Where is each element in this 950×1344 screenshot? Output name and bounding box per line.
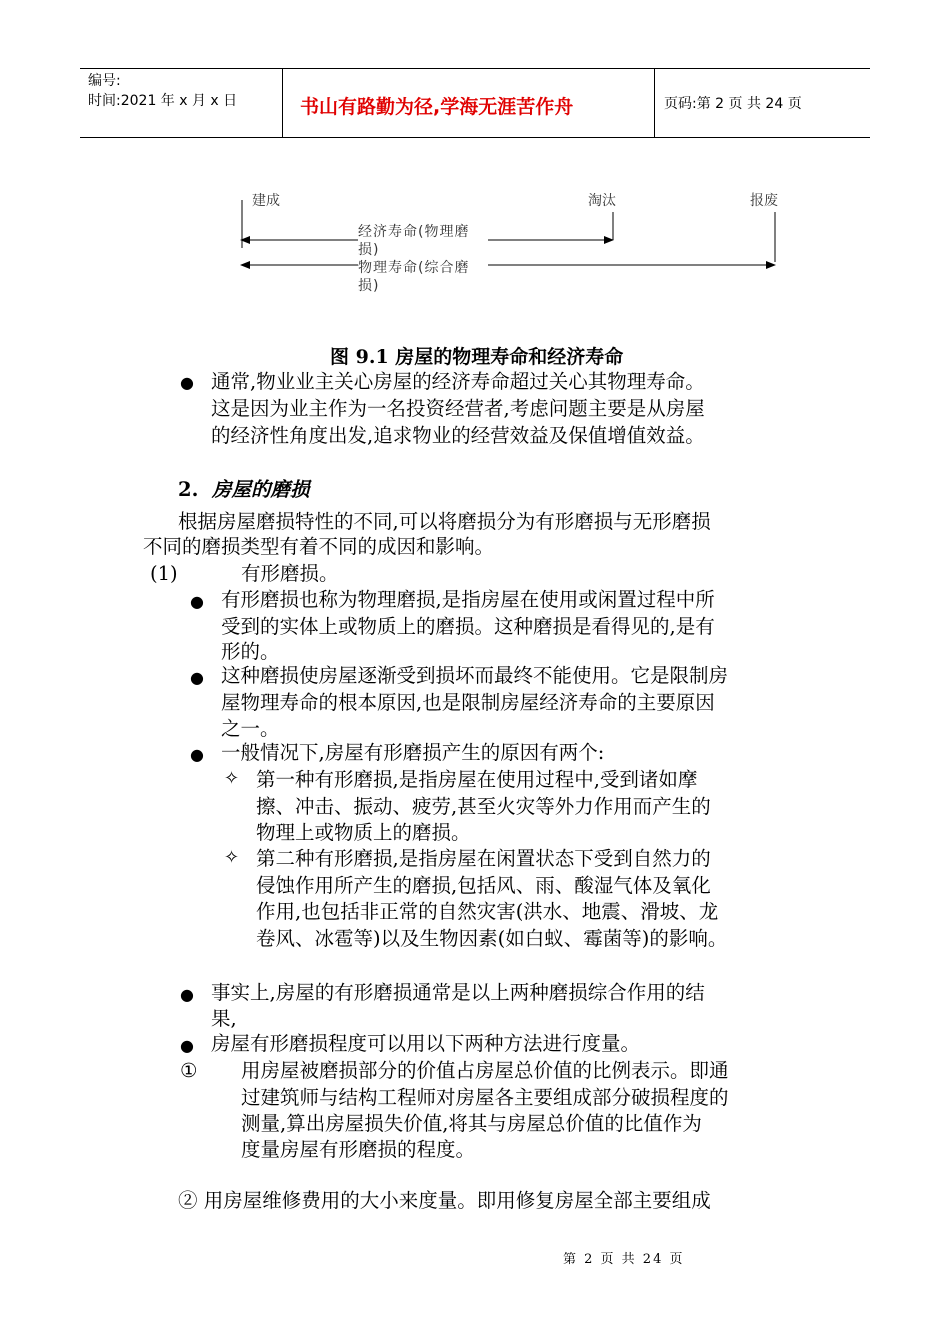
bullet-line: 受到的实体上或物质上的磨损。这种磨损是看得见的,是有 [221, 615, 715, 638]
diagram-label-built: 建成 [252, 193, 280, 209]
subsection-title: 有形磨损。 [241, 562, 339, 585]
bullet-line: 事实上,房屋的有形磨损通常是以上两种磨损综合作用的结 [211, 981, 705, 1004]
bullet-line: 一般情况下,房屋有形磨损产生的原因有两个: [221, 741, 605, 764]
diamond-bullet-icon: ✧ [224, 768, 240, 789]
serial-number-label: 编号: [88, 73, 121, 89]
life-diagram [230, 200, 790, 280]
economic-life-label: 经济寿命(物理磨损) [358, 223, 488, 259]
bullet-line: 形的。 [221, 640, 280, 663]
sub-bullet-line: 作用,也包括非正常的自然灾害(洪水、地震、滑坡、龙 [256, 900, 719, 923]
subsection-number: (1) [150, 562, 178, 585]
paragraph-line: 的经济性角度出发,追求物业的经营效益及保值增值效益。 [211, 424, 705, 447]
page-info: 页码:第 2 页 共 24 页 [664, 96, 802, 112]
section-number: 2. [178, 478, 199, 501]
sub-bullet-line: 物理上或物质上的磨损。 [256, 821, 471, 844]
diagram-label-obsolete: 淘汰 [588, 193, 616, 209]
method-two-line: ② 用房屋维修费用的大小来度量。即用修复房屋全部主要组成 [178, 1189, 711, 1212]
bullet-line: 果, [211, 1007, 237, 1030]
bullet-line: 这种磨损使房屋逐渐受到损坏而最终不能使用。它是限制房 [221, 664, 729, 687]
figure-caption: 图 9.1 房屋的物理寿命和经济寿命 [330, 346, 624, 368]
bullet-icon: ● [180, 373, 194, 392]
header-motto: 书山有路勤为径,学海无涯苦作舟 [300, 96, 574, 118]
bullet-icon: ● [190, 592, 204, 611]
bullet-line: 之一。 [221, 717, 280, 740]
sub-bullet-line: 侵蚀作用所产生的磨损,包括风、雨、酸湿气体及氧化 [256, 874, 711, 897]
header-divider [282, 69, 283, 137]
paragraph-line: 这是因为业主作为一名投资经营者,考虑问题主要是从房屋 [211, 397, 705, 420]
diagram-label-scrapped: 报废 [750, 193, 778, 209]
bullet-icon: ● [190, 745, 204, 764]
physical-life-label: 物理寿命(综合磨损) [358, 259, 488, 295]
physical-life-arrowhead-left [240, 261, 250, 269]
bullet-icon: ● [190, 668, 204, 687]
circled-number-one: ① [180, 1059, 198, 1082]
bullet-line: 屋物理寿命的根本原因,也是限制房屋经济寿命的主要原因 [221, 691, 715, 714]
bullet-line: 有形磨损也称为物理磨损,是指房屋在使用或闲置过程中所 [221, 588, 715, 611]
bullet-icon: ● [180, 985, 194, 1004]
sub-bullet-line: 卷风、冰雹等)以及生物因素(如白蚁、霉菌等)的影响。 [256, 927, 728, 950]
page-footer: 第 2 页 共 24 页 [563, 1252, 685, 1267]
method-line: 测量,算出房屋损失价值,将其与房屋总价值的比值作为 [241, 1112, 702, 1135]
intro-line: 根据房屋磨损特性的不同,可以将磨损分为有形磨损与无形磨损 [178, 510, 711, 533]
physical-life-arrowhead-right [766, 261, 776, 269]
sub-bullet-line: 第一种有形磨损,是指房屋在使用过程中,受到诸如摩 [256, 768, 698, 791]
method-line: 用房屋被磨损部分的价值占房屋总价值的比例表示。即通 [241, 1059, 729, 1082]
bullet-line: 房屋有形磨损程度可以用以下两种方法进行度量。 [211, 1032, 641, 1055]
section-title: 房屋的磨损 [212, 478, 310, 501]
bullet-icon: ● [180, 1036, 194, 1055]
intro-line: 不同的磨损类型有着不同的成因和影响。 [143, 535, 495, 558]
time-label: 时间:2021 年 x 月 x 日 [88, 93, 238, 109]
paragraph-line: 通常,物业业主关心房屋的经济寿命超过关心其物理寿命。 [211, 370, 705, 393]
method-line: 度量房屋有形磨损的程度。 [241, 1138, 476, 1161]
header-divider [654, 69, 655, 137]
method-line: 过建筑师与结构工程师对房屋各主要组成部分破损程度的 [241, 1086, 729, 1109]
sub-bullet-line: 第二种有形磨损,是指房屋在闲置状态下受到自然力的 [256, 847, 711, 870]
sub-bullet-line: 擦、冲击、振动、疲劳,甚至火灾等外力作用而产生的 [256, 795, 711, 818]
diamond-bullet-icon: ✧ [224, 847, 240, 868]
